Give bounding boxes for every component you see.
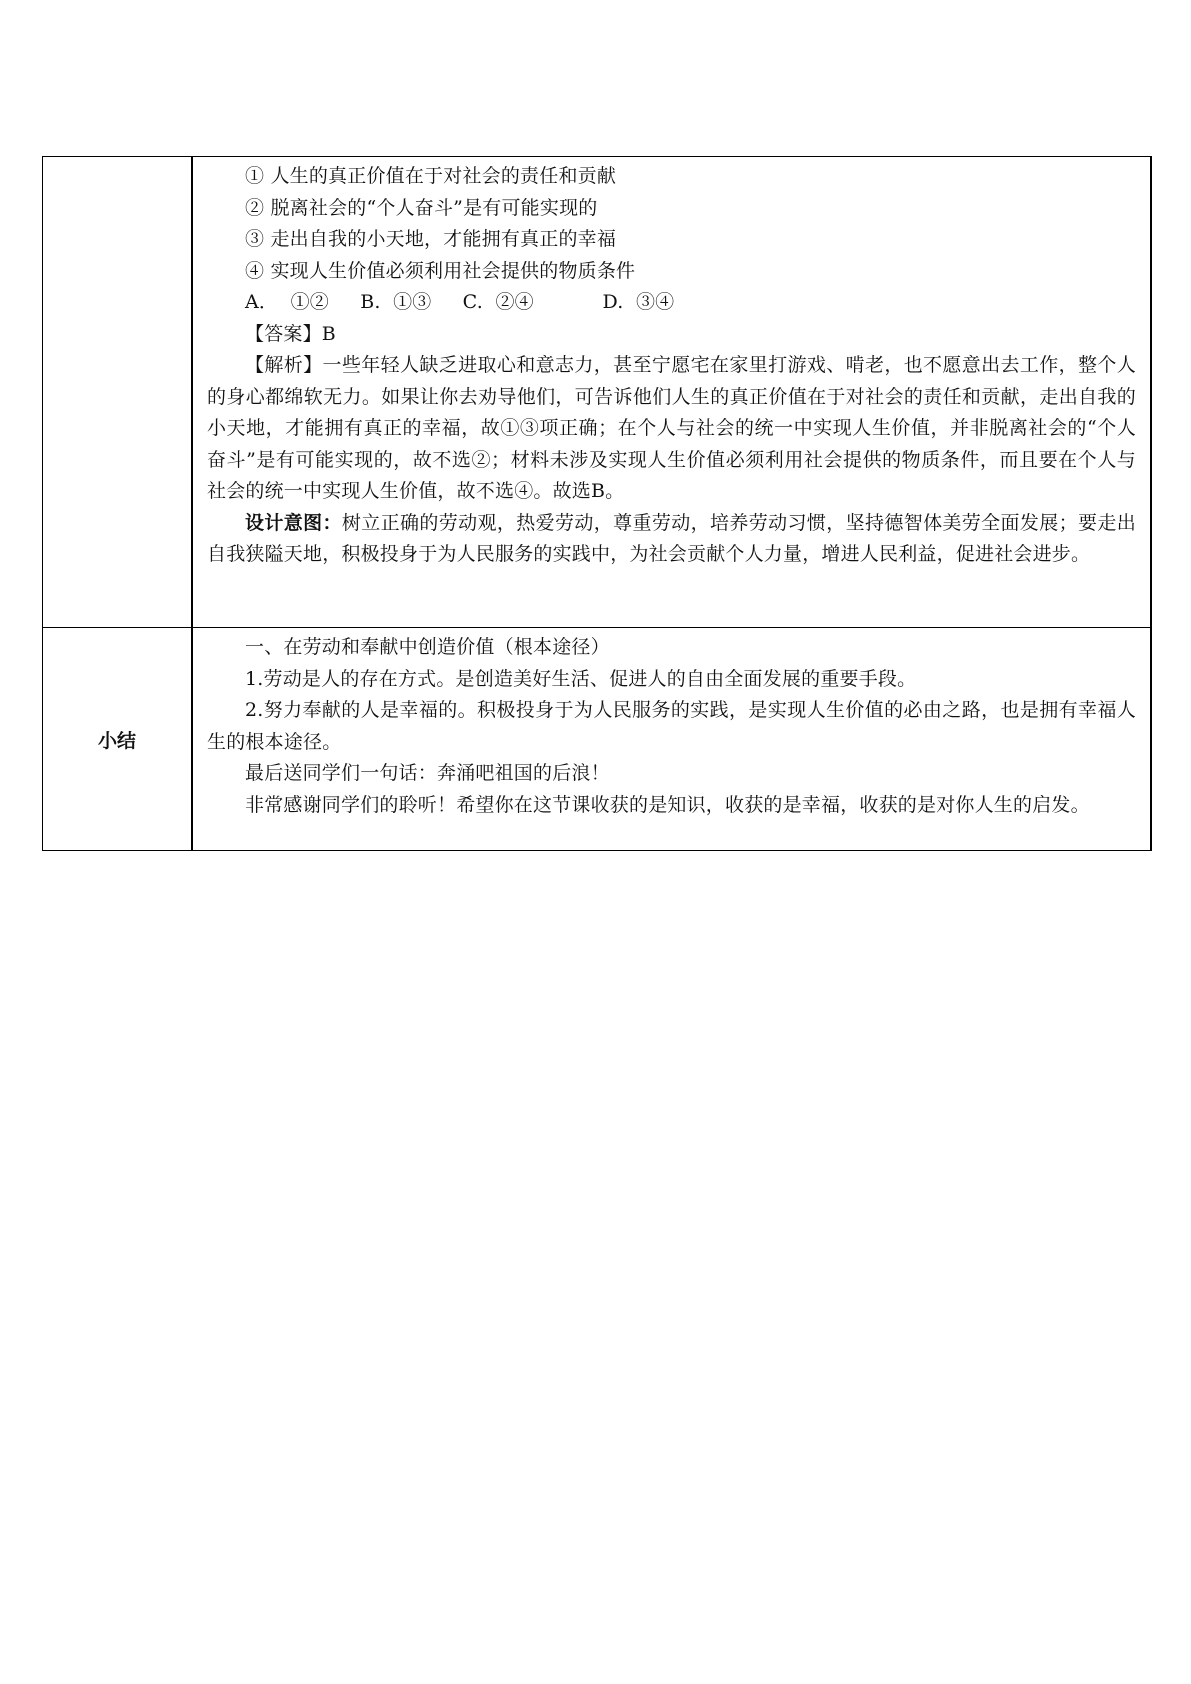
answer-line: 【答案】B <box>245 322 336 345</box>
summary-line-4: 最后送同学们一句话：奔涌吧祖国的后浪！ <box>245 762 610 784</box>
summary-line-3: 2.努力奉献的人是幸福的。积极投身于为人民服务的实践，是实现人生价值的必由之路，也是拥有幸福人生的根本途径。 <box>207 699 1136 753</box>
summary-label: 小结 <box>43 628 193 851</box>
analysis-text: 一些年轻人缺乏进取心和意志力，甚至宁愿宅在家里打游戏、啃老，也不愿意出去工作，整个人的身心都绵软无力。如果让你去劝导他们，可告诉他们人生的真正价值在于对社会的责任和贡献，走出自我的小天地，才能拥有真正的幸福，故①③项正确；在个人与社会的统一中实现人生价值，并非脱离社会的“个人奋斗”是有可能实现的，故不选②；材料未涉及实现人生价值必须利用社会提供的物质条件，而且要在个人与社会的统一中实现人生价值，故不选④。故选B。 <box>207 354 1136 502</box>
exercise-content-cell <box>192 157 1151 628</box>
summary-line-2: 1.劳动是人的存在方式。是创造美好生活、促进人的自由全面发展的重要手段。 <box>245 667 917 690</box>
statement-4: ④ 实现人生价值必须利用社会提供的物质条件 <box>245 259 636 282</box>
design-intent-label: 设计意图： <box>245 511 342 534</box>
statement-3: ③ 走出自我的小天地，才能拥有真正的幸福 <box>245 228 617 250</box>
table-row <box>43 628 1152 851</box>
analysis-label: 【解析】 <box>245 354 323 376</box>
summary-line-1: 一、在劳动和奉献中创造价值（根本途径） <box>245 636 610 658</box>
statement-1: ① 人生的真正价值在于对社会的责任和贡献 <box>245 165 617 187</box>
table-row <box>43 157 1152 628</box>
summary-line-5: 非常感谢同学们的聆听！希望你在这节课收获的是知识，收获的是幸福，收获的是对你人生的启发。 <box>245 793 1090 816</box>
analysis-paragraph <box>207 350 1136 508</box>
design-intent-paragraph <box>207 508 1136 571</box>
row-label-empty <box>43 157 193 628</box>
statement-2: ② 脱离社会的“个人奋斗”是有可能实现的 <box>245 196 598 219</box>
summary-content-cell <box>192 628 1151 851</box>
lesson-plan-table <box>42 156 1152 851</box>
design-intent-text: 树立正确的劳动观，热爱劳动，尊重劳动，培养劳动习惯，坚持德智体美劳全面发展；要走出自我狭隘天地，积极投身于为人民服务的实践中，为社会贡献个人力量，增进人民利益，促进社会进步。 <box>207 511 1136 565</box>
answer-options: A． ①② B. ①③ C. ②④ D. ③④ <box>245 291 675 313</box>
